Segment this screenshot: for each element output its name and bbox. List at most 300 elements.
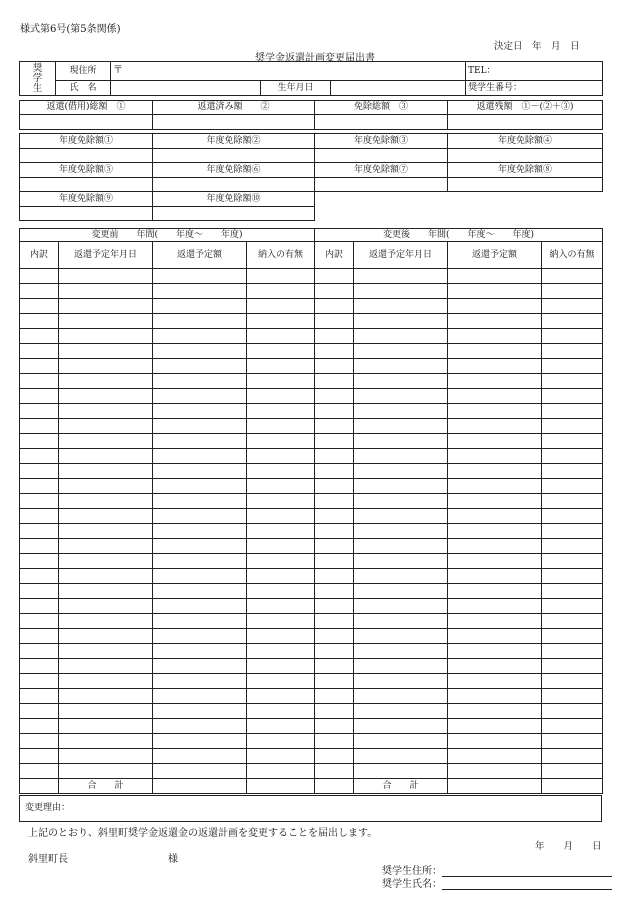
schedule-cell[interactable] xyxy=(542,479,603,494)
schedule-cell[interactable] xyxy=(448,524,542,539)
schedule-cell[interactable] xyxy=(247,269,315,284)
schedule-cell[interactable] xyxy=(20,344,59,359)
schedule-cell[interactable] xyxy=(354,464,448,479)
schedule-cell[interactable] xyxy=(247,689,315,704)
exemption-field[interactable] xyxy=(20,178,153,192)
schedule-cell[interactable] xyxy=(315,614,354,629)
schedule-cell[interactable] xyxy=(153,629,247,644)
schedule-cell[interactable] xyxy=(247,314,315,329)
schedule-cell[interactable] xyxy=(59,374,153,389)
schedule-cell[interactable] xyxy=(20,749,59,764)
schedule-cell[interactable] xyxy=(542,719,603,734)
schedule-cell[interactable] xyxy=(542,614,603,629)
schedule-cell[interactable] xyxy=(542,494,603,509)
schedule-cell[interactable] xyxy=(542,269,603,284)
schedule-cell[interactable] xyxy=(59,479,153,494)
schedule-cell[interactable] xyxy=(153,344,247,359)
schedule-cell[interactable] xyxy=(59,524,153,539)
schedule-cell[interactable] xyxy=(20,689,59,704)
total-cell[interactable] xyxy=(448,779,542,794)
schedule-cell[interactable] xyxy=(247,584,315,599)
schedule-cell[interactable] xyxy=(247,344,315,359)
schedule-cell[interactable] xyxy=(247,284,315,299)
schedule-cell[interactable] xyxy=(247,659,315,674)
schedule-cell[interactable] xyxy=(315,719,354,734)
schedule-cell[interactable] xyxy=(354,539,448,554)
total-cell[interactable] xyxy=(20,779,59,794)
schedule-cell[interactable] xyxy=(59,764,153,779)
schedule-cell[interactable] xyxy=(315,689,354,704)
schedule-cell[interactable] xyxy=(153,764,247,779)
schedule-cell[interactable] xyxy=(153,659,247,674)
schedule-cell[interactable] xyxy=(354,509,448,524)
schedule-cell[interactable] xyxy=(20,539,59,554)
schedule-cell[interactable] xyxy=(315,629,354,644)
schedule-cell[interactable] xyxy=(315,434,354,449)
schedule-cell[interactable] xyxy=(59,629,153,644)
total-borrowed-field[interactable] xyxy=(20,115,153,130)
schedule-cell[interactable] xyxy=(448,659,542,674)
schedule-cell[interactable] xyxy=(59,314,153,329)
schedule-cell[interactable] xyxy=(315,539,354,554)
schedule-cell[interactable] xyxy=(153,299,247,314)
schedule-cell[interactable] xyxy=(20,449,59,464)
schedule-cell[interactable] xyxy=(20,734,59,749)
schedule-cell[interactable] xyxy=(247,614,315,629)
schedule-cell[interactable] xyxy=(59,734,153,749)
schedule-cell[interactable] xyxy=(59,344,153,359)
schedule-cell[interactable] xyxy=(59,449,153,464)
schedule-cell[interactable] xyxy=(247,299,315,314)
schedule-cell[interactable] xyxy=(247,734,315,749)
schedule-cell[interactable] xyxy=(153,689,247,704)
schedule-cell[interactable] xyxy=(354,299,448,314)
schedule-cell[interactable] xyxy=(315,764,354,779)
schedule-cell[interactable] xyxy=(542,704,603,719)
schedule-cell[interactable] xyxy=(20,524,59,539)
schedule-cell[interactable] xyxy=(542,344,603,359)
schedule-cell[interactable] xyxy=(354,524,448,539)
schedule-cell[interactable] xyxy=(315,449,354,464)
schedule-cell[interactable] xyxy=(448,644,542,659)
schedule-cell[interactable] xyxy=(354,494,448,509)
schedule-cell[interactable] xyxy=(153,704,247,719)
schedule-cell[interactable] xyxy=(354,284,448,299)
schedule-cell[interactable] xyxy=(315,644,354,659)
schedule-cell[interactable] xyxy=(315,749,354,764)
schedule-cell[interactable] xyxy=(20,509,59,524)
exemption-total-field[interactable] xyxy=(315,115,448,130)
schedule-cell[interactable] xyxy=(315,464,354,479)
schedule-cell[interactable] xyxy=(315,569,354,584)
schedule-cell[interactable] xyxy=(448,494,542,509)
schedule-cell[interactable] xyxy=(448,359,542,374)
exemption-field[interactable] xyxy=(20,207,153,221)
schedule-cell[interactable] xyxy=(542,464,603,479)
name-field[interactable] xyxy=(111,81,261,96)
schedule-cell[interactable] xyxy=(20,494,59,509)
schedule-cell[interactable] xyxy=(59,419,153,434)
schedule-cell[interactable] xyxy=(542,599,603,614)
total-cell[interactable] xyxy=(542,779,603,794)
schedule-cell[interactable] xyxy=(153,449,247,464)
schedule-cell[interactable] xyxy=(153,569,247,584)
schedule-cell[interactable] xyxy=(153,554,247,569)
schedule-cell[interactable] xyxy=(247,479,315,494)
schedule-cell[interactable] xyxy=(20,479,59,494)
exemption-field[interactable] xyxy=(315,149,448,163)
schedule-cell[interactable] xyxy=(20,584,59,599)
schedule-cell[interactable] xyxy=(59,299,153,314)
schedule-cell[interactable] xyxy=(354,629,448,644)
schedule-cell[interactable] xyxy=(448,734,542,749)
exemption-field[interactable] xyxy=(448,178,603,192)
schedule-cell[interactable] xyxy=(20,569,59,584)
signature-name-line[interactable] xyxy=(442,879,612,890)
schedule-cell[interactable] xyxy=(153,719,247,734)
schedule-cell[interactable] xyxy=(59,659,153,674)
schedule-cell[interactable] xyxy=(153,674,247,689)
schedule-cell[interactable] xyxy=(542,359,603,374)
schedule-cell[interactable] xyxy=(448,299,542,314)
schedule-cell[interactable] xyxy=(448,569,542,584)
schedule-cell[interactable] xyxy=(354,734,448,749)
schedule-cell[interactable] xyxy=(247,359,315,374)
schedule-cell[interactable] xyxy=(59,269,153,284)
schedule-cell[interactable] xyxy=(20,329,59,344)
schedule-cell[interactable] xyxy=(20,764,59,779)
schedule-cell[interactable] xyxy=(315,389,354,404)
schedule-cell[interactable] xyxy=(448,689,542,704)
schedule-cell[interactable] xyxy=(448,704,542,719)
schedule-cell[interactable] xyxy=(59,569,153,584)
schedule-cell[interactable] xyxy=(59,494,153,509)
schedule-cell[interactable] xyxy=(247,539,315,554)
schedule-cell[interactable] xyxy=(542,689,603,704)
schedule-cell[interactable] xyxy=(448,284,542,299)
schedule-cell[interactable] xyxy=(542,539,603,554)
exemption-field[interactable] xyxy=(448,149,603,163)
schedule-cell[interactable] xyxy=(20,374,59,389)
schedule-cell[interactable] xyxy=(20,314,59,329)
schedule-cell[interactable] xyxy=(153,374,247,389)
schedule-cell[interactable] xyxy=(354,329,448,344)
schedule-cell[interactable] xyxy=(247,704,315,719)
schedule-cell[interactable] xyxy=(20,659,59,674)
schedule-cell[interactable] xyxy=(153,749,247,764)
schedule-cell[interactable] xyxy=(20,719,59,734)
schedule-cell[interactable] xyxy=(315,359,354,374)
schedule-cell[interactable] xyxy=(247,449,315,464)
schedule-cell[interactable] xyxy=(542,644,603,659)
schedule-cell[interactable] xyxy=(354,449,448,464)
schedule-cell[interactable] xyxy=(315,404,354,419)
repaid-field[interactable] xyxy=(153,115,315,130)
reason-field[interactable] xyxy=(20,796,602,822)
schedule-cell[interactable] xyxy=(59,359,153,374)
schedule-cell[interactable] xyxy=(354,764,448,779)
schedule-cell[interactable] xyxy=(20,704,59,719)
schedule-cell[interactable] xyxy=(448,314,542,329)
schedule-cell[interactable] xyxy=(542,449,603,464)
schedule-cell[interactable] xyxy=(20,464,59,479)
schedule-cell[interactable] xyxy=(153,284,247,299)
schedule-cell[interactable] xyxy=(247,389,315,404)
schedule-cell[interactable] xyxy=(315,479,354,494)
schedule-cell[interactable] xyxy=(20,269,59,284)
schedule-cell[interactable] xyxy=(448,464,542,479)
schedule-cell[interactable] xyxy=(315,584,354,599)
schedule-cell[interactable] xyxy=(247,524,315,539)
schedule-cell[interactable] xyxy=(20,419,59,434)
remaining-field[interactable] xyxy=(448,115,603,130)
schedule-cell[interactable] xyxy=(354,479,448,494)
schedule-cell[interactable] xyxy=(542,419,603,434)
schedule-cell[interactable] xyxy=(153,419,247,434)
schedule-cell[interactable] xyxy=(542,629,603,644)
schedule-cell[interactable] xyxy=(153,614,247,629)
schedule-cell[interactable] xyxy=(448,419,542,434)
schedule-cell[interactable] xyxy=(20,299,59,314)
schedule-cell[interactable] xyxy=(153,539,247,554)
schedule-cell[interactable] xyxy=(354,389,448,404)
schedule-cell[interactable] xyxy=(315,419,354,434)
schedule-cell[interactable] xyxy=(59,434,153,449)
schedule-cell[interactable] xyxy=(315,509,354,524)
schedule-cell[interactable] xyxy=(59,404,153,419)
schedule-cell[interactable] xyxy=(59,614,153,629)
schedule-cell[interactable] xyxy=(153,584,247,599)
schedule-cell[interactable] xyxy=(542,674,603,689)
schedule-cell[interactable] xyxy=(20,404,59,419)
exemption-field[interactable] xyxy=(315,178,448,192)
schedule-cell[interactable] xyxy=(20,554,59,569)
schedule-cell[interactable] xyxy=(59,509,153,524)
schedule-cell[interactable] xyxy=(542,659,603,674)
schedule-cell[interactable] xyxy=(448,764,542,779)
schedule-cell[interactable] xyxy=(153,464,247,479)
schedule-cell[interactable] xyxy=(247,629,315,644)
total-label: 合 計 xyxy=(354,779,448,794)
schedule-cell[interactable] xyxy=(247,404,315,419)
total-cell[interactable] xyxy=(247,779,315,794)
schedule-cell[interactable] xyxy=(153,329,247,344)
schedule-cell[interactable] xyxy=(315,374,354,389)
schedule-cell[interactable] xyxy=(448,374,542,389)
schedule-cell[interactable] xyxy=(354,689,448,704)
schedule-cell[interactable] xyxy=(153,434,247,449)
schedule-cell[interactable] xyxy=(542,509,603,524)
exemption-field[interactable] xyxy=(153,207,315,221)
schedule-cell[interactable] xyxy=(153,509,247,524)
schedule-cell[interactable] xyxy=(247,494,315,509)
schedule-cell[interactable] xyxy=(315,659,354,674)
schedule-cell[interactable] xyxy=(59,644,153,659)
schedule-cell[interactable] xyxy=(354,704,448,719)
schedule-cell[interactable] xyxy=(542,734,603,749)
schedule-cell[interactable] xyxy=(247,644,315,659)
schedule-cell[interactable] xyxy=(448,479,542,494)
schedule-cell[interactable] xyxy=(315,329,354,344)
schedule-cell[interactable] xyxy=(315,299,354,314)
schedule-cell[interactable] xyxy=(448,629,542,644)
schedule-cell[interactable] xyxy=(20,434,59,449)
schedule-cell[interactable] xyxy=(315,344,354,359)
schedule-cell[interactable] xyxy=(542,284,603,299)
schedule-cell[interactable] xyxy=(59,389,153,404)
schedule-cell[interactable] xyxy=(315,554,354,569)
schedule-cell[interactable] xyxy=(20,389,59,404)
schedule-cell[interactable] xyxy=(354,569,448,584)
schedule-cell[interactable] xyxy=(59,674,153,689)
schedule-cell[interactable] xyxy=(315,599,354,614)
schedule-cell[interactable] xyxy=(542,389,603,404)
schedule-cell[interactable] xyxy=(153,494,247,509)
schedule-cell[interactable] xyxy=(59,329,153,344)
schedule-cell[interactable] xyxy=(354,419,448,434)
schedule-cell[interactable] xyxy=(20,359,59,374)
schedule-cell[interactable] xyxy=(315,284,354,299)
schedule-cell[interactable] xyxy=(20,674,59,689)
schedule-cell[interactable] xyxy=(542,329,603,344)
schedule-cell[interactable] xyxy=(153,524,247,539)
schedule-cell[interactable] xyxy=(354,314,448,329)
schedule-cell[interactable] xyxy=(153,389,247,404)
schedule-cell[interactable] xyxy=(153,599,247,614)
schedule-cell[interactable] xyxy=(354,659,448,674)
total-cell[interactable] xyxy=(315,779,354,794)
schedule-cell[interactable] xyxy=(354,674,448,689)
exemption-field[interactable] xyxy=(20,149,153,163)
schedule-cell[interactable] xyxy=(153,479,247,494)
schedule-cell[interactable] xyxy=(448,509,542,524)
schedule-cell[interactable] xyxy=(247,464,315,479)
schedule-cell[interactable] xyxy=(354,404,448,419)
schedule-cell[interactable] xyxy=(20,644,59,659)
schedule-cell[interactable] xyxy=(448,434,542,449)
schedule-cell[interactable] xyxy=(354,269,448,284)
schedule-cell[interactable] xyxy=(247,674,315,689)
schedule-cell[interactable] xyxy=(153,359,247,374)
schedule-cell[interactable] xyxy=(542,299,603,314)
schedule-cell[interactable] xyxy=(247,569,315,584)
student-no-field[interactable]: 奨学生番号： xyxy=(466,81,603,96)
schedule-cell[interactable] xyxy=(354,554,448,569)
schedule-cell[interactable] xyxy=(247,329,315,344)
schedule-cell[interactable] xyxy=(448,344,542,359)
schedule-cell[interactable] xyxy=(542,434,603,449)
schedule-cell[interactable] xyxy=(59,749,153,764)
schedule-cell[interactable] xyxy=(153,644,247,659)
address-field[interactable] xyxy=(111,62,466,81)
schedule-cell[interactable] xyxy=(315,314,354,329)
schedule-cell[interactable] xyxy=(542,749,603,764)
schedule-cell[interactable] xyxy=(354,344,448,359)
schedule-cell[interactable] xyxy=(315,734,354,749)
schedule-cell[interactable] xyxy=(354,599,448,614)
schedule-cell[interactable] xyxy=(59,719,153,734)
schedule-cell[interactable] xyxy=(59,284,153,299)
schedule-cell[interactable] xyxy=(247,719,315,734)
schedule-cell[interactable] xyxy=(542,764,603,779)
schedule-cell[interactable] xyxy=(354,374,448,389)
schedule-cell[interactable] xyxy=(354,719,448,734)
schedule-cell[interactable] xyxy=(354,359,448,374)
schedule-cell[interactable] xyxy=(153,404,247,419)
schedule-cell[interactable] xyxy=(59,554,153,569)
schedule-cell[interactable] xyxy=(542,569,603,584)
schedule-cell[interactable] xyxy=(20,599,59,614)
schedule-cell[interactable] xyxy=(448,749,542,764)
schedule-cell[interactable] xyxy=(448,449,542,464)
schedule-cell[interactable] xyxy=(247,764,315,779)
schedule-cell[interactable] xyxy=(448,389,542,404)
schedule-cell[interactable] xyxy=(247,509,315,524)
schedule-cell[interactable] xyxy=(448,329,542,344)
schedule-cell[interactable] xyxy=(315,269,354,284)
birth-field[interactable] xyxy=(331,81,466,96)
schedule-cell[interactable] xyxy=(315,494,354,509)
schedule-cell[interactable] xyxy=(247,374,315,389)
schedule-cell[interactable] xyxy=(448,584,542,599)
schedule-cell[interactable] xyxy=(20,614,59,629)
schedule-cell[interactable] xyxy=(542,584,603,599)
schedule-cell[interactable] xyxy=(448,554,542,569)
schedule-cell[interactable] xyxy=(542,374,603,389)
schedule-cell[interactable] xyxy=(448,614,542,629)
schedule-cell[interactable] xyxy=(315,674,354,689)
schedule-cell[interactable] xyxy=(354,584,448,599)
schedule-cell[interactable] xyxy=(354,614,448,629)
schedule-cell[interactable] xyxy=(59,584,153,599)
exemption-field[interactable] xyxy=(153,178,315,192)
schedule-cell[interactable] xyxy=(542,524,603,539)
schedule-cell[interactable] xyxy=(448,404,542,419)
schedule-cell[interactable] xyxy=(153,314,247,329)
schedule-cell[interactable] xyxy=(59,704,153,719)
schedule-cell[interactable] xyxy=(20,629,59,644)
schedule-cell[interactable] xyxy=(247,749,315,764)
schedule-cell[interactable] xyxy=(315,704,354,719)
schedule-cell[interactable] xyxy=(354,749,448,764)
schedule-cell[interactable] xyxy=(153,734,247,749)
schedule-cell[interactable] xyxy=(59,689,153,704)
tel-field[interactable]: TEL： xyxy=(466,62,603,81)
schedule-cell[interactable] xyxy=(20,284,59,299)
exemption-field[interactable] xyxy=(153,149,315,163)
schedule-cell[interactable] xyxy=(354,644,448,659)
schedule-cell[interactable] xyxy=(153,269,247,284)
schedule-cell[interactable] xyxy=(247,599,315,614)
schedule-cell[interactable] xyxy=(542,314,603,329)
schedule-cell[interactable] xyxy=(542,404,603,419)
schedule-cell[interactable] xyxy=(59,599,153,614)
total-cell[interactable] xyxy=(153,779,247,794)
schedule-cell[interactable] xyxy=(448,539,542,554)
schedule-cell[interactable] xyxy=(448,599,542,614)
schedule-cell[interactable] xyxy=(448,719,542,734)
schedule-cell[interactable] xyxy=(247,419,315,434)
schedule-cell[interactable] xyxy=(315,524,354,539)
schedule-cell[interactable] xyxy=(247,434,315,449)
schedule-cell[interactable] xyxy=(247,554,315,569)
schedule-cell[interactable] xyxy=(59,464,153,479)
schedule-cell[interactable] xyxy=(354,434,448,449)
schedule-cell[interactable] xyxy=(448,269,542,284)
schedule-cell[interactable] xyxy=(59,539,153,554)
schedule-cell[interactable] xyxy=(542,554,603,569)
schedule-cell[interactable] xyxy=(448,674,542,689)
